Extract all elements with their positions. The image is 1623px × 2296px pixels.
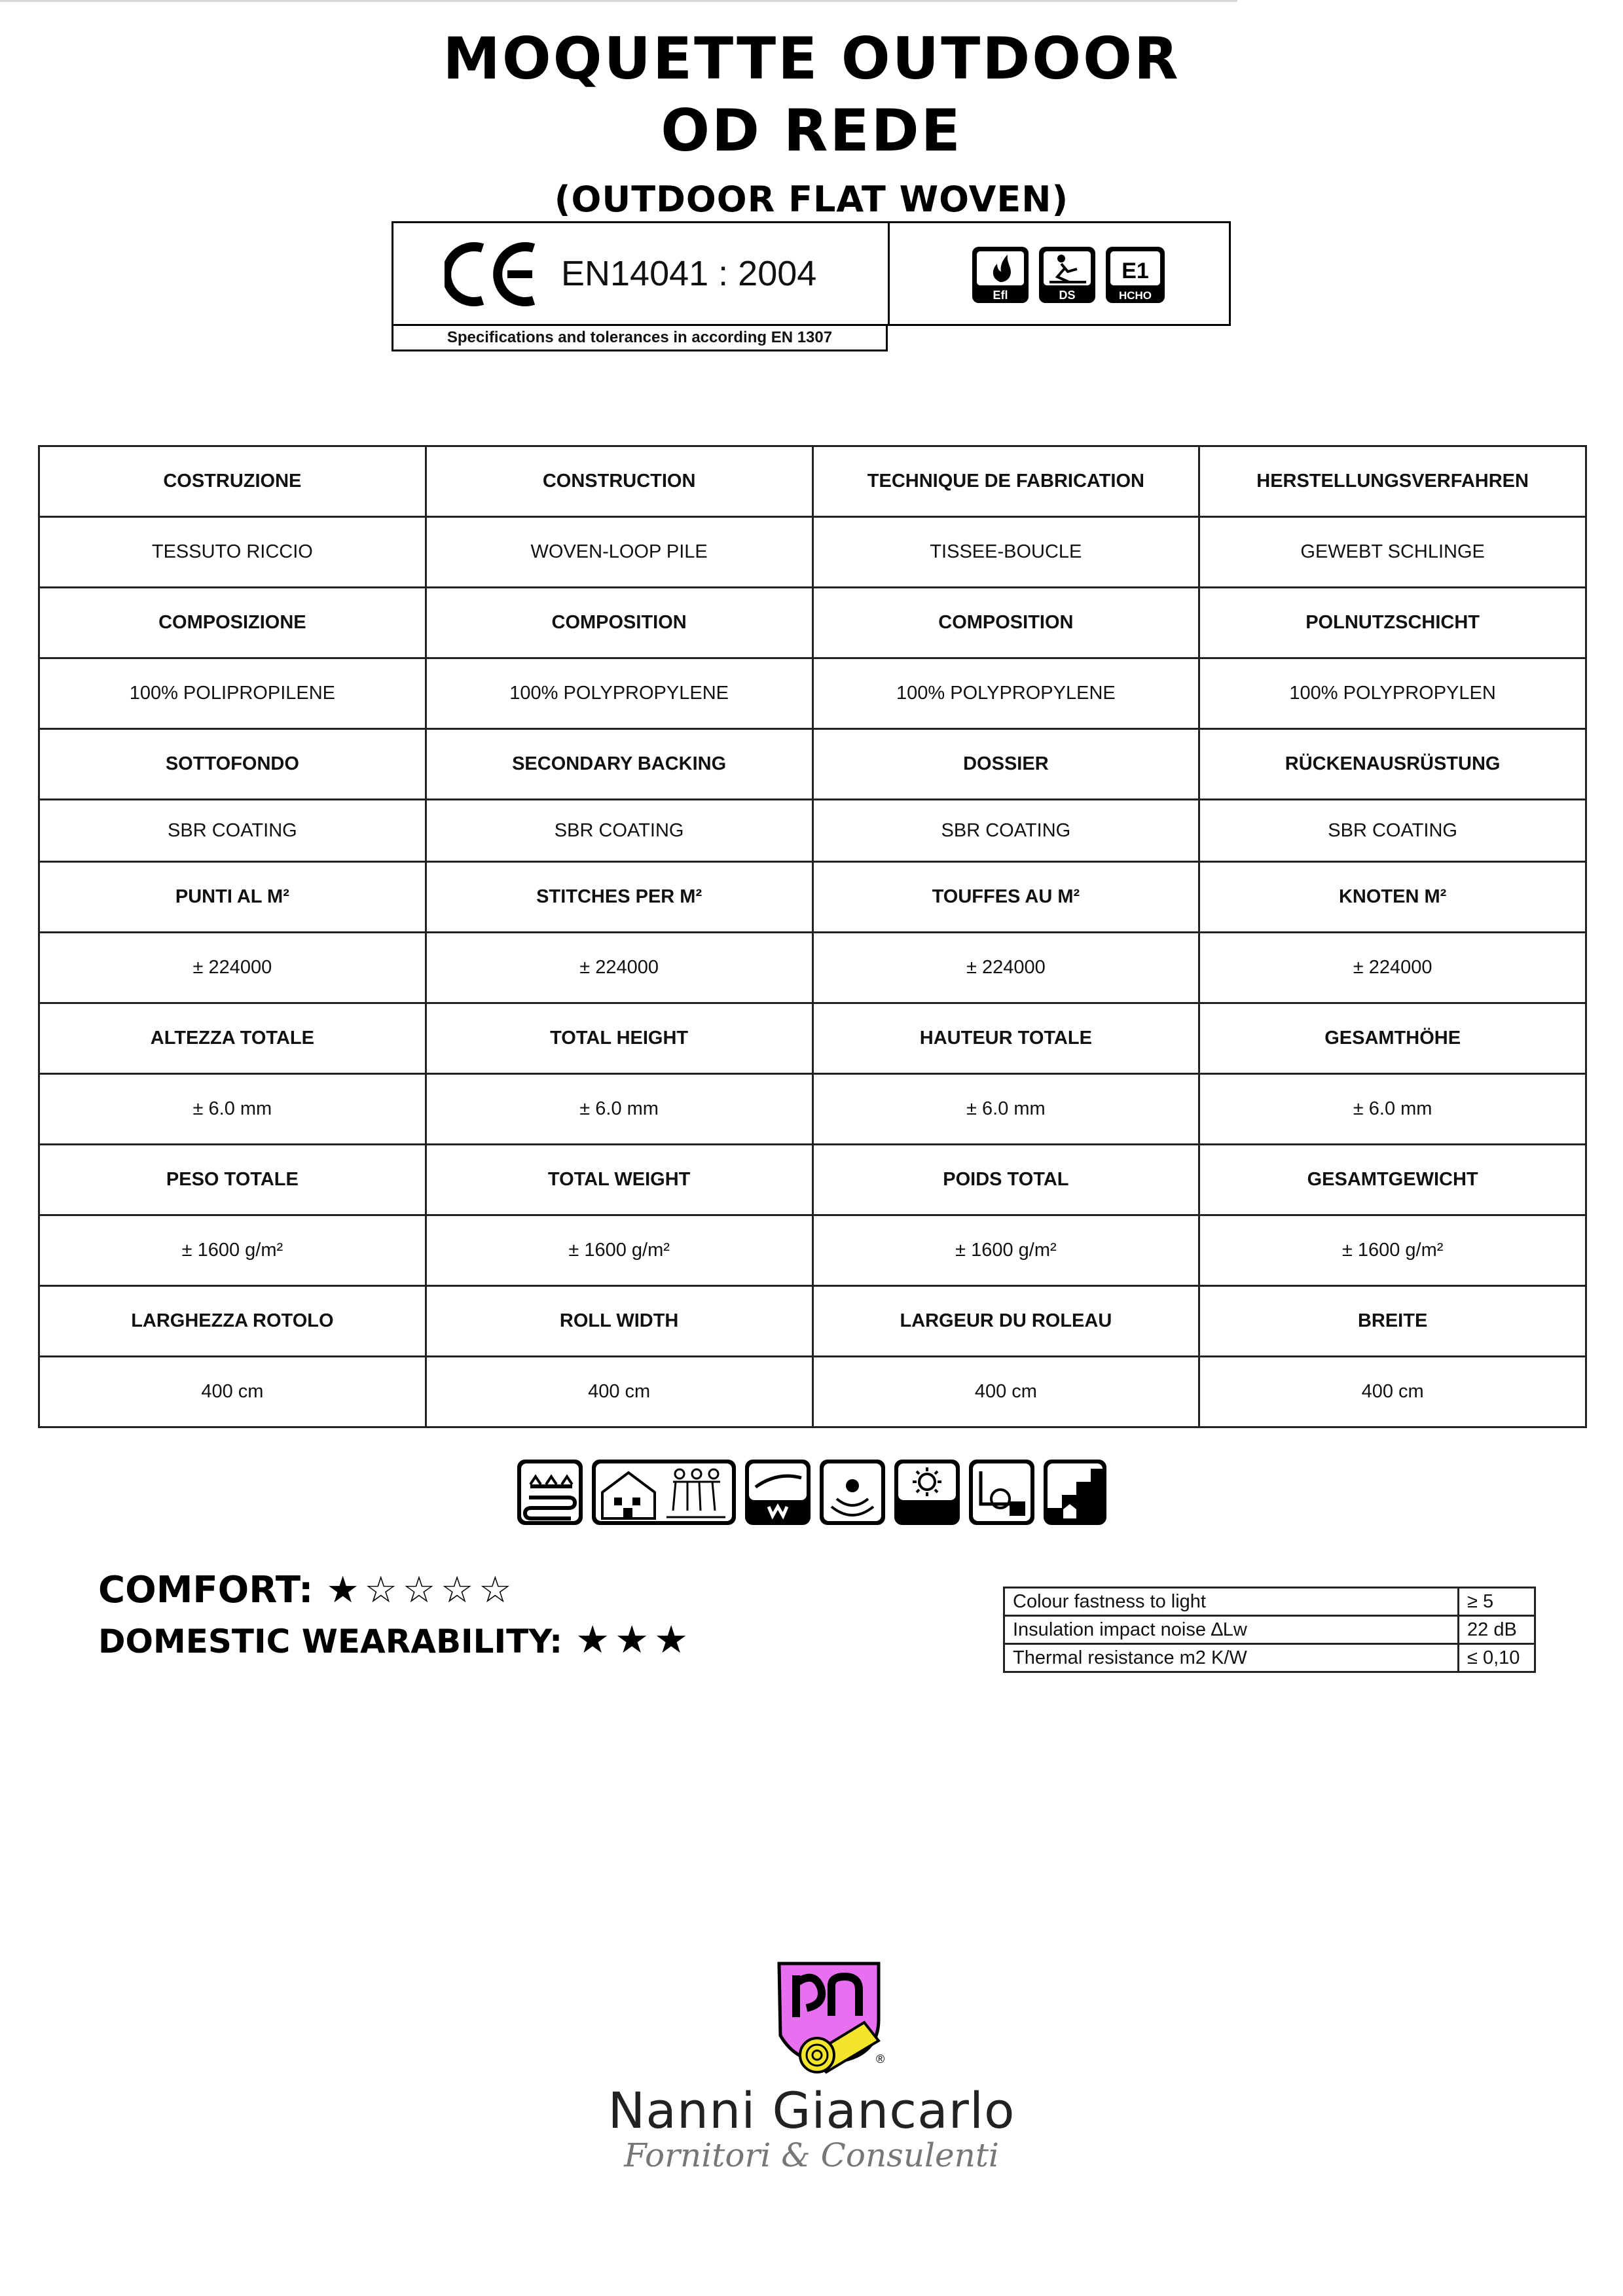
spec-value-cell: ± 6.0 mm — [39, 1074, 426, 1145]
spec-header-cell: BREITE — [1199, 1286, 1586, 1357]
spec-header-cell: HERSTELLUNGSVERFAHREN — [1199, 446, 1586, 517]
spec-header-cell: ALTEZZA TOTALE — [39, 1003, 426, 1074]
spec-value-cell: ± 1600 g/m² — [426, 1215, 812, 1286]
svg-text:HCHO: HCHO — [1118, 289, 1152, 302]
spec-header-cell: GESAMTGEWICHT — [1199, 1145, 1586, 1215]
spec-header-cell: TOTAL HEIGHT — [426, 1003, 812, 1074]
spec-value-cell: SBR COATING — [39, 800, 426, 862]
spec-header-cell: COMPOSITION — [426, 588, 812, 658]
spec-value-cell: ± 1600 g/m² — [812, 1215, 1199, 1286]
spec-value-cell: 100% POLYPROPYLEN — [1199, 658, 1586, 729]
certification-box — [392, 221, 1231, 326]
spec-header-row — [39, 446, 1586, 517]
spec-value-cell: SBR COATING — [426, 800, 812, 862]
spec-value-cell: 100% POLIPROPILENE — [39, 658, 426, 729]
spec-value-cell: ± 224000 — [426, 933, 812, 1003]
spec-value-row — [39, 1215, 1586, 1286]
performance-value: ≤ 0,10 — [1459, 1644, 1535, 1672]
acoustic-icon — [820, 1460, 885, 1525]
product-title-line1: MOQUETTE OUTDOOR — [443, 25, 1180, 92]
specification-table — [38, 445, 1587, 1428]
spec-value-cell: ± 224000 — [812, 933, 1199, 1003]
comfort-stars: ★☆☆☆☆ — [326, 1569, 517, 1611]
formaldehyde-icon — [1106, 247, 1165, 303]
spec-header-cell: POLNUTZSCHICHT — [1199, 588, 1586, 658]
performance-row — [1004, 1588, 1535, 1616]
spec-value-cell: ± 224000 — [39, 933, 426, 1003]
spec-value-row — [39, 933, 1586, 1003]
performance-value: ≥ 5 — [1459, 1588, 1535, 1616]
spec-header-cell: RÜCKENAUSRÜSTUNG — [1199, 729, 1586, 800]
spec-value-cell: GEWEBT SCHLINGE — [1199, 517, 1586, 588]
en-standard: EN14041 : 2004 — [561, 254, 817, 293]
stairs-icon — [1044, 1460, 1106, 1525]
spec-value-cell: WOVEN-LOOP PILE — [426, 517, 812, 588]
brand-name: Nanni Giancarlo — [608, 2081, 1015, 2140]
spec-header-cell: POIDS TOTAL — [812, 1145, 1199, 1215]
performance-row — [1004, 1616, 1535, 1644]
spec-header-cell: CONSTRUCTION — [426, 446, 812, 517]
spec-header-cell: LARGEUR DU ROLEAU — [812, 1286, 1199, 1357]
spec-value-cell: 100% POLYPROPYLENE — [812, 658, 1199, 729]
svg-text:DS: DS — [1059, 289, 1076, 302]
spec-value-cell: TESSUTO RICCIO — [39, 517, 426, 588]
spec-header-cell: GESAMTHÖHE — [1199, 1003, 1586, 1074]
spec-value-cell: ± 6.0 mm — [1199, 1074, 1586, 1145]
spec-header-cell: KNOTEN M² — [1199, 862, 1586, 933]
spec-header-row — [39, 1003, 1586, 1074]
outdoor-pool-icon — [969, 1460, 1034, 1525]
fire-class-icon — [972, 247, 1029, 303]
wearability-stars: ★★★ — [575, 1617, 694, 1662]
spec-value-cell: TISSEE-BOUCLE — [812, 517, 1199, 588]
spec-value-row — [39, 1074, 1586, 1145]
brand-logo-icon — [766, 1957, 890, 2075]
spec-value-cell: 100% POLYPROPYLENE — [426, 658, 812, 729]
performance-label: Colour fastness to light — [1004, 1588, 1459, 1616]
spec-header-cell: TOUFFES AU M² — [812, 862, 1199, 933]
cert-divider — [888, 223, 890, 324]
product-subtitle: (OUTDOOR FLAT WOVEN) — [554, 179, 1069, 220]
wearability-label: DOMESTIC WEARABILITY: — [98, 1623, 563, 1660]
specification-note: Specifications and tolerances in according EN 1307 — [392, 324, 888, 351]
svg-text:Efl: Efl — [993, 289, 1008, 302]
svg-text:E1: E1 — [1122, 259, 1149, 283]
spec-value-cell: 400 cm — [1199, 1357, 1586, 1427]
spec-header-cell: PESO TOTALE — [39, 1145, 426, 1215]
spec-value-cell: 400 cm — [426, 1357, 812, 1427]
performance-label: Thermal resistance m2 K/W — [1004, 1644, 1459, 1672]
comfort-label: COMFORT: — [98, 1569, 314, 1611]
domestic-use-icon — [592, 1460, 736, 1525]
spec-header-cell: COMPOSITION — [812, 588, 1199, 658]
usage-icons — [516, 1458, 1106, 1526]
spec-value-row — [39, 1357, 1586, 1427]
performance-row — [1004, 1644, 1535, 1672]
performance-value: 22 dB — [1459, 1616, 1535, 1644]
spec-header-cell: COSTRUZIONE — [39, 446, 426, 517]
spec-header-row — [39, 588, 1586, 658]
wearability-rating — [98, 1617, 693, 1664]
spec-header-row — [39, 729, 1586, 800]
castor-chair-icon — [745, 1460, 811, 1525]
spec-value-cell: ± 6.0 mm — [812, 1074, 1199, 1145]
brand-tagline: Fornitori & Consulenti — [624, 2136, 999, 2174]
spec-header-cell: COMPOSIZIONE — [39, 588, 426, 658]
product-title-line2: OD REDE — [661, 97, 962, 164]
spec-header-cell: SECONDARY BACKING — [426, 729, 812, 800]
spec-header-row — [39, 1145, 1586, 1215]
performance-table — [1003, 1587, 1536, 1673]
certification-icons — [971, 245, 1167, 306]
top-rule — [0, 0, 1237, 2]
spec-header-cell: ROLL WIDTH — [426, 1286, 812, 1357]
performance-label: Insulation impact noise ∆Lw — [1004, 1616, 1459, 1644]
spec-value-cell: ± 6.0 mm — [426, 1074, 812, 1145]
spec-value-cell: ± 1600 g/m² — [39, 1215, 426, 1286]
spec-value-row — [39, 658, 1586, 729]
spec-header-cell: STITCHES PER M² — [426, 862, 812, 933]
ce-mark-icon — [445, 242, 543, 307]
slip-resistance-icon — [1039, 247, 1095, 303]
spec-header-cell: HAUTEUR TOTALE — [812, 1003, 1199, 1074]
spec-header-cell: LARGHEZZA ROTOLO — [39, 1286, 426, 1357]
spec-header-cell: TECHNIQUE DE FABRICATION — [812, 446, 1199, 517]
spec-header-cell: DOSSIER — [812, 729, 1199, 800]
underfloor-heating-icon — [517, 1460, 583, 1525]
spec-value-cell: 400 cm — [812, 1357, 1199, 1427]
lightfastness-icon — [894, 1460, 960, 1525]
comfort-rating — [98, 1566, 517, 1615]
spec-value-cell: 400 cm — [39, 1357, 426, 1427]
spec-value-row — [39, 800, 1586, 862]
svg-text:®: ® — [876, 2053, 885, 2066]
spec-header-row — [39, 862, 1586, 933]
spec-value-cell: SBR COATING — [812, 800, 1199, 862]
spec-header-cell: PUNTI AL M² — [39, 862, 426, 933]
spec-header-cell: TOTAL WEIGHT — [426, 1145, 812, 1215]
spec-value-row — [39, 517, 1586, 588]
spec-header-row — [39, 1286, 1586, 1357]
spec-value-cell: SBR COATING — [1199, 800, 1586, 862]
spec-value-cell: ± 1600 g/m² — [1199, 1215, 1586, 1286]
spec-header-cell: SOTTOFONDO — [39, 729, 426, 800]
spec-value-cell: ± 224000 — [1199, 933, 1586, 1003]
